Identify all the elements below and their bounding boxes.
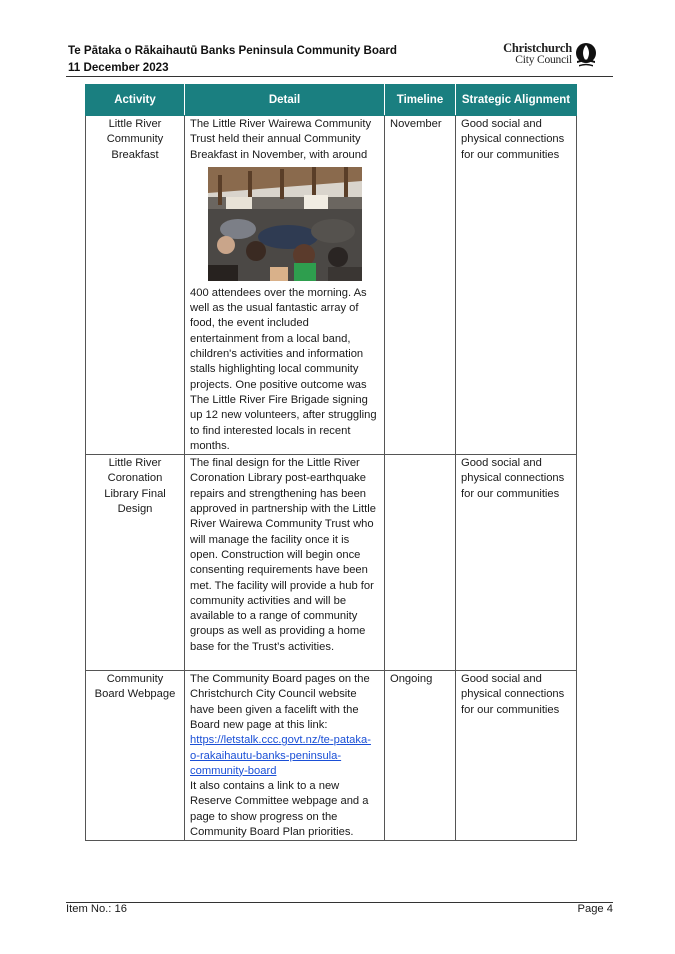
item-number: Item No.: 16 <box>66 903 127 915</box>
alignment-cell: Good social and physical connections for our communities <box>456 116 577 455</box>
timeline-cell: November <box>385 116 456 455</box>
activity-cell: Little River Community Breakfast <box>86 116 185 455</box>
table-row <box>86 671 577 841</box>
community-breakfast-photo <box>208 167 362 281</box>
timeline-cell <box>385 455 456 671</box>
column-header-activity: Activity <box>86 85 185 116</box>
detail-text: The Little River Wairewa Community Trust held their annual Community Breakfast in November, with around <box>190 118 372 161</box>
community-board-page-link[interactable]: https://letstalk.ccc.govt.nz/te-pataka-o-rakaihautu-banks-peninsula-community-board <box>190 734 371 777</box>
header-divider <box>66 76 613 77</box>
page-number: Page 4 <box>577 903 613 915</box>
council-emblem-icon <box>573 42 599 68</box>
detail-cell: The final design for the Little River Coronation Library post-earthquake repairs and strengthening has been approved in partnership with the Little River Wairewa Community Trust who will manage the facility once it is open. Construction will begin once consenting requirements have been met. The facility will provide a hub for community activities and will be available to a range of community groups as well as providing a home base for the Trust’s activities. <box>185 455 385 671</box>
council-logo <box>492 42 612 70</box>
table-row <box>86 116 577 455</box>
footer-divider <box>66 902 613 903</box>
table-row <box>86 455 577 671</box>
header-title-date: 11 December 2023 <box>68 61 169 74</box>
header-title <box>68 42 397 76</box>
alignment-cell: Good social and physical connections for our communities <box>456 455 577 671</box>
page-header <box>68 40 612 76</box>
logo-line1: Christchurch <box>503 41 572 55</box>
detail-text-continued: It also contains a link to a new Reserve Committee webpage and a page to show progress on the Community Board Plan priorities. <box>190 780 369 838</box>
timeline-cell: Ongoing <box>385 671 456 841</box>
detail-cell <box>185 671 385 841</box>
alignment-cell: Good social and physical connections for our communities <box>456 671 577 841</box>
table-header-row <box>86 85 577 116</box>
logo-line2: City Council <box>515 54 572 66</box>
column-header-detail: Detail <box>185 85 385 116</box>
column-header-strategic-alignment: Strategic Alignment <box>456 85 577 116</box>
detail-text-continued: 400 attendees over the morning. As well as the usual fantastic array of food, the event included entertainment from a local band, children's activities and information stalls highlighting local community projects. One positive outcome was The Little River Fire Brigade signing up 12 new volunteers, after struggling to find interested locals in recent months. <box>190 286 377 452</box>
detail-text: The Community Board pages on the Christchurch City Council website have been given a facelift with the Board new page at this link: <box>190 673 370 731</box>
header-title-line1: Te Pātaka o Rākaihautū Banks Peninsula Community Board <box>68 44 398 57</box>
detail-cell <box>185 116 385 455</box>
activity-cell: Little River Coronation Library Final Design <box>86 455 185 671</box>
activity-table <box>85 84 577 841</box>
column-header-timeline: Timeline <box>385 85 456 116</box>
activity-cell: Community Board Webpage <box>86 671 185 841</box>
